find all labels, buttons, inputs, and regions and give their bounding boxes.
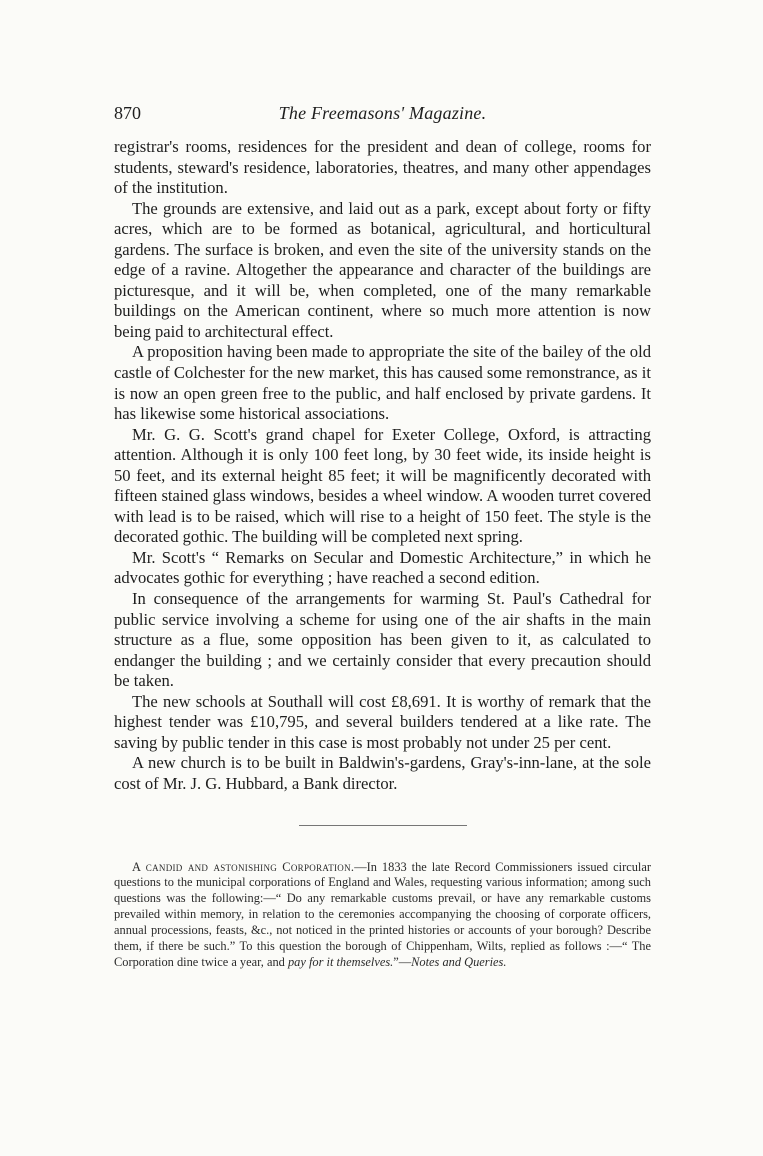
footnote-heading: A candid and astonishing Corporation.: [132, 859, 355, 874]
footnote-source: Notes and Queries.: [411, 954, 507, 969]
article-body: [114, 137, 651, 795]
section-divider: [299, 825, 467, 826]
footnote: [114, 860, 651, 971]
paragraph: A new church is to be built in Baldwin's-gardens, Gray's-inn-lane, at the sole cost of Mr. J. G. Hubbard, a Bank director.: [114, 753, 651, 793]
paragraph: In consequence of the arrangements for warming St. Paul's Cathedral for public service involving a scheme for using one of the air shafts in the main structure as a flue, some opposition has been given to it, as calculated to endanger the building ; and we certainly consider that every precaution should be taken.: [114, 589, 651, 691]
footnote-emphasis: pay for it themselves.: [287, 954, 394, 969]
running-title: The Freemasons' Magazine.: [278, 103, 487, 123]
paragraph: The new schools at Southall will cost £8,691. It is worthy of remark that the highest tender was £10,795, and several builders tendered at a like rate. The saving by public tender in this case is most probably not under 25 per cent.: [114, 691, 651, 752]
paragraph: The grounds are extensive, and laid out as a park, except about forty or fifty acres, which are to be formed as botanical, agricultural, and horticultural gardens. The surface is broken, and even the site of the university stands on the edge of a ravine. Altogether the appearance and character of the buildings are picturesque, and it will be, when completed, one of the many remarkable buildings on the American continent, where so much more attention is now being paid to architectural effect.: [114, 198, 651, 341]
page-header: [114, 103, 651, 137]
paragraph: A proposition having been made to appropriate the site of the bailey of the old castle of Colchester for the new market, this has caused some remonstrance, as it is now an open green free to the public, and half enclosed by private gardens. It has likewise some historical associations.: [114, 342, 651, 424]
paragraph: Mr. G. G. Scott's grand chapel for Exeter College, Oxford, is attracting attention. Although it is only 100 feet long, by 30 feet wide, its inside height is 50 feet, and its external height 85 feet; it will be magnificently decorated with fifteen stained glass windows, besides a wheel window. A wooden turret covered with lead is to be raised, which will rise to a height of 150 feet. The style is the decorated gothic. The building will be completed next spring.: [114, 424, 651, 547]
page-number: 870: [114, 103, 141, 123]
footnote-closing: ”—: [393, 954, 412, 969]
paragraph: registrar's rooms, residences for the president and dean of college, rooms for students, steward's residence, laboratories, theatres, and many other appendages of the institution.: [114, 137, 651, 198]
magazine-page: [114, 103, 651, 983]
paragraph: Mr. Scott's “ Remarks on Secular and Domestic Architecture,” in which he advocates gothic for everything ; have reached a second edition.: [114, 547, 651, 588]
footnote-text: —In 1833 the late Record Commissioners issued circular questions to the municipal corporations of England and Wales, requesting various information; among such questions was the following:—“ Do any remarkable customs prevail, or have any remarkable customs prevailed within memory, in relation to the ceremonies accompanying the choosing of corporate officers, annual processions, feasts, &c., not noticed in the printed histories or accounts of your borough? Describe them, if there be such.” To this question the borough of Chippenham, Wilts, replied as follows :—“ The Corporation dine twice a year, and: [114, 859, 651, 969]
